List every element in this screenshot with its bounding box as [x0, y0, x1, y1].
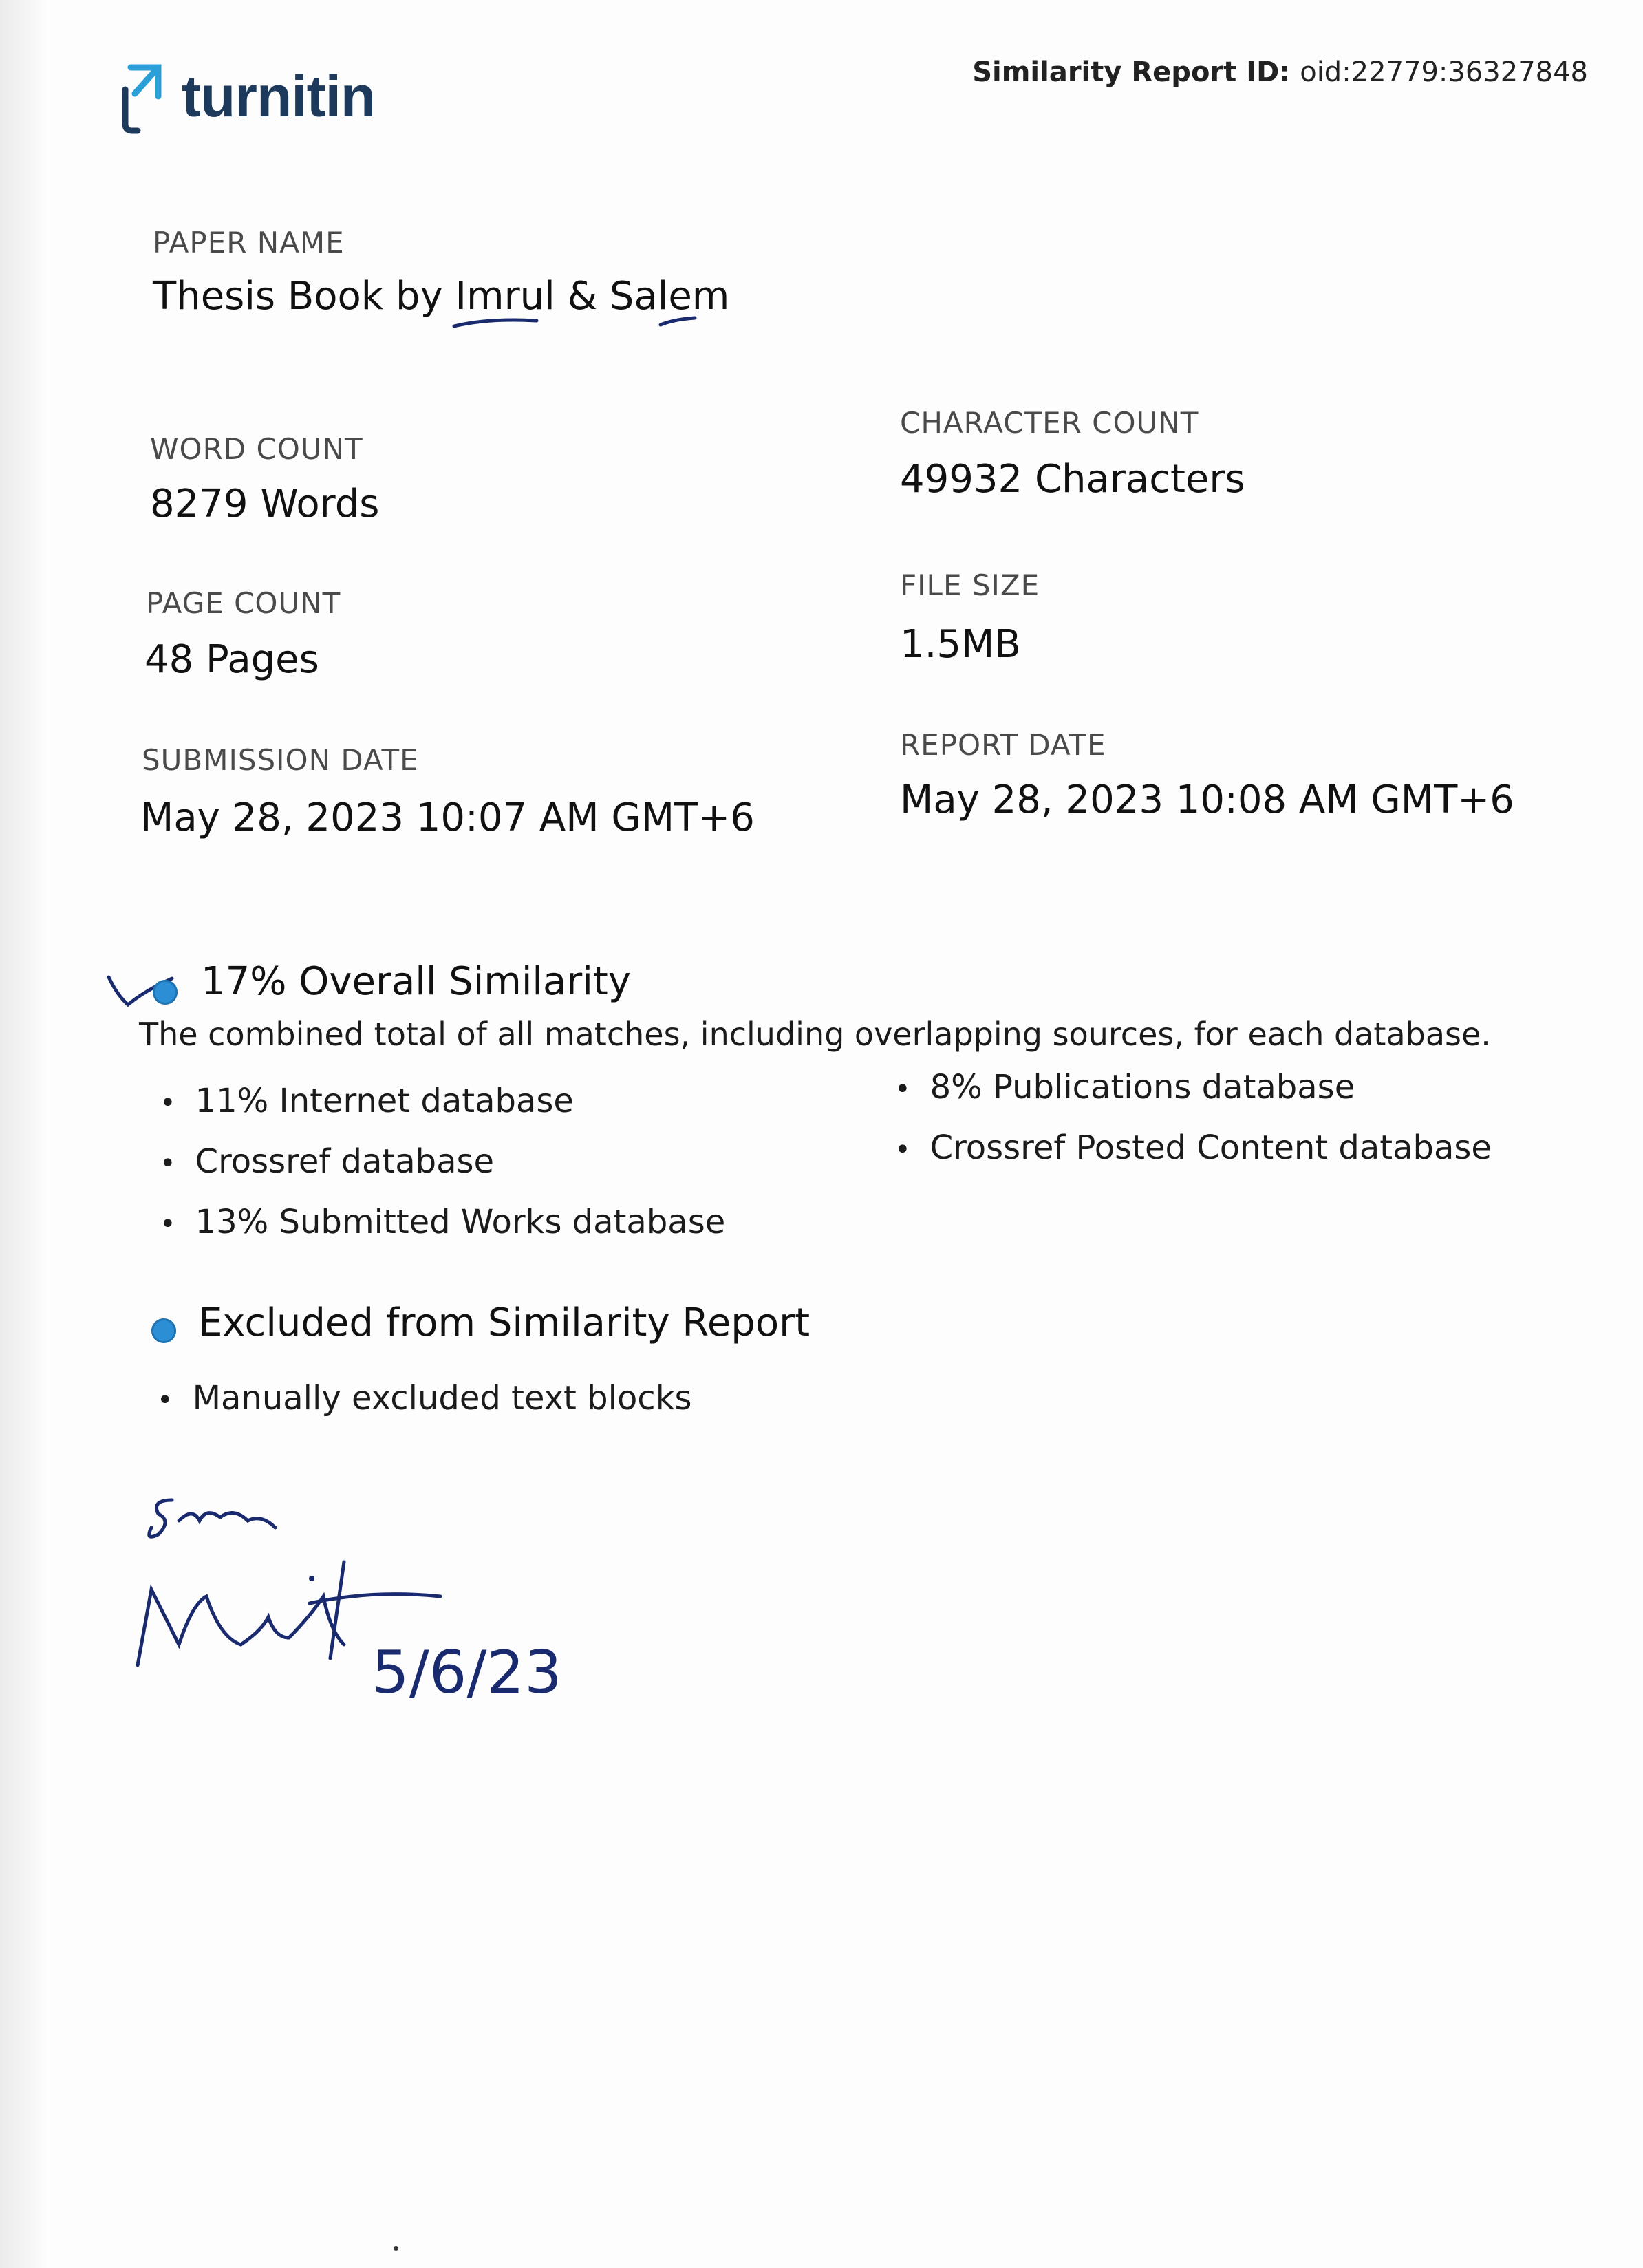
list-item: • Manually excluded text blocks	[157, 1379, 692, 1418]
list-item: • 11% Internet database	[160, 1082, 574, 1120]
paper-name-label: PAPER NAME	[153, 226, 345, 259]
word-count-value: 8279 Words	[150, 482, 380, 526]
page-count-value: 48 Pages	[144, 637, 319, 682]
similarity-report-id	[972, 56, 1588, 88]
report-date-value: May 28, 2023 10:08 AM GMT+6	[900, 778, 1514, 822]
list-item: • Crossref database	[160, 1142, 494, 1181]
paper-name-value: Thesis Book by Imrul & Salem	[153, 274, 730, 319]
report-id-value: oid:22779:36327848	[1300, 56, 1588, 88]
turnitin-logo	[110, 55, 375, 138]
page-shadow	[0, 0, 48, 2268]
list-item: • 13% Submitted Works database	[160, 1203, 725, 1241]
character-count-label: CHARACTER COUNT	[900, 406, 1199, 440]
list-item: • Crossref Posted Content database	[894, 1128, 1492, 1167]
page-count-label: PAGE COUNT	[146, 586, 341, 620]
excluded-title: Excluded from Similarity Report	[198, 1301, 810, 1345]
turnitin-logo-icon	[110, 55, 172, 138]
signature-date: 5/6/23	[372, 1638, 562, 1707]
file-size-value: 1.5MB	[900, 622, 1021, 667]
handwritten-signature	[124, 1479, 619, 1707]
similarity-dot-icon	[153, 980, 178, 1005]
submission-date-label: SUBMISSION DATE	[142, 743, 419, 777]
excluded-dot-icon	[151, 1318, 176, 1343]
speck	[394, 2246, 398, 2251]
submission-date-value: May 28, 2023 10:07 AM GMT+6	[140, 795, 755, 840]
word-count-label: WORD COUNT	[150, 432, 363, 466]
handwritten-underline	[447, 308, 722, 336]
similarity-description: The combined total of all matches, including overlapping sources, for each database.	[139, 1016, 1491, 1053]
character-count-value: 49932 Characters	[900, 457, 1245, 502]
brand-name: turnitin	[182, 63, 376, 129]
report-id-label: Similarity Report ID:	[972, 56, 1291, 88]
overall-similarity-title: 17% Overall Similarity	[201, 959, 631, 1004]
list-item: • 8% Publications database	[894, 1068, 1355, 1106]
report-date-label: REPORT DATE	[900, 728, 1106, 762]
file-size-label: FILE SIZE	[900, 568, 1040, 602]
